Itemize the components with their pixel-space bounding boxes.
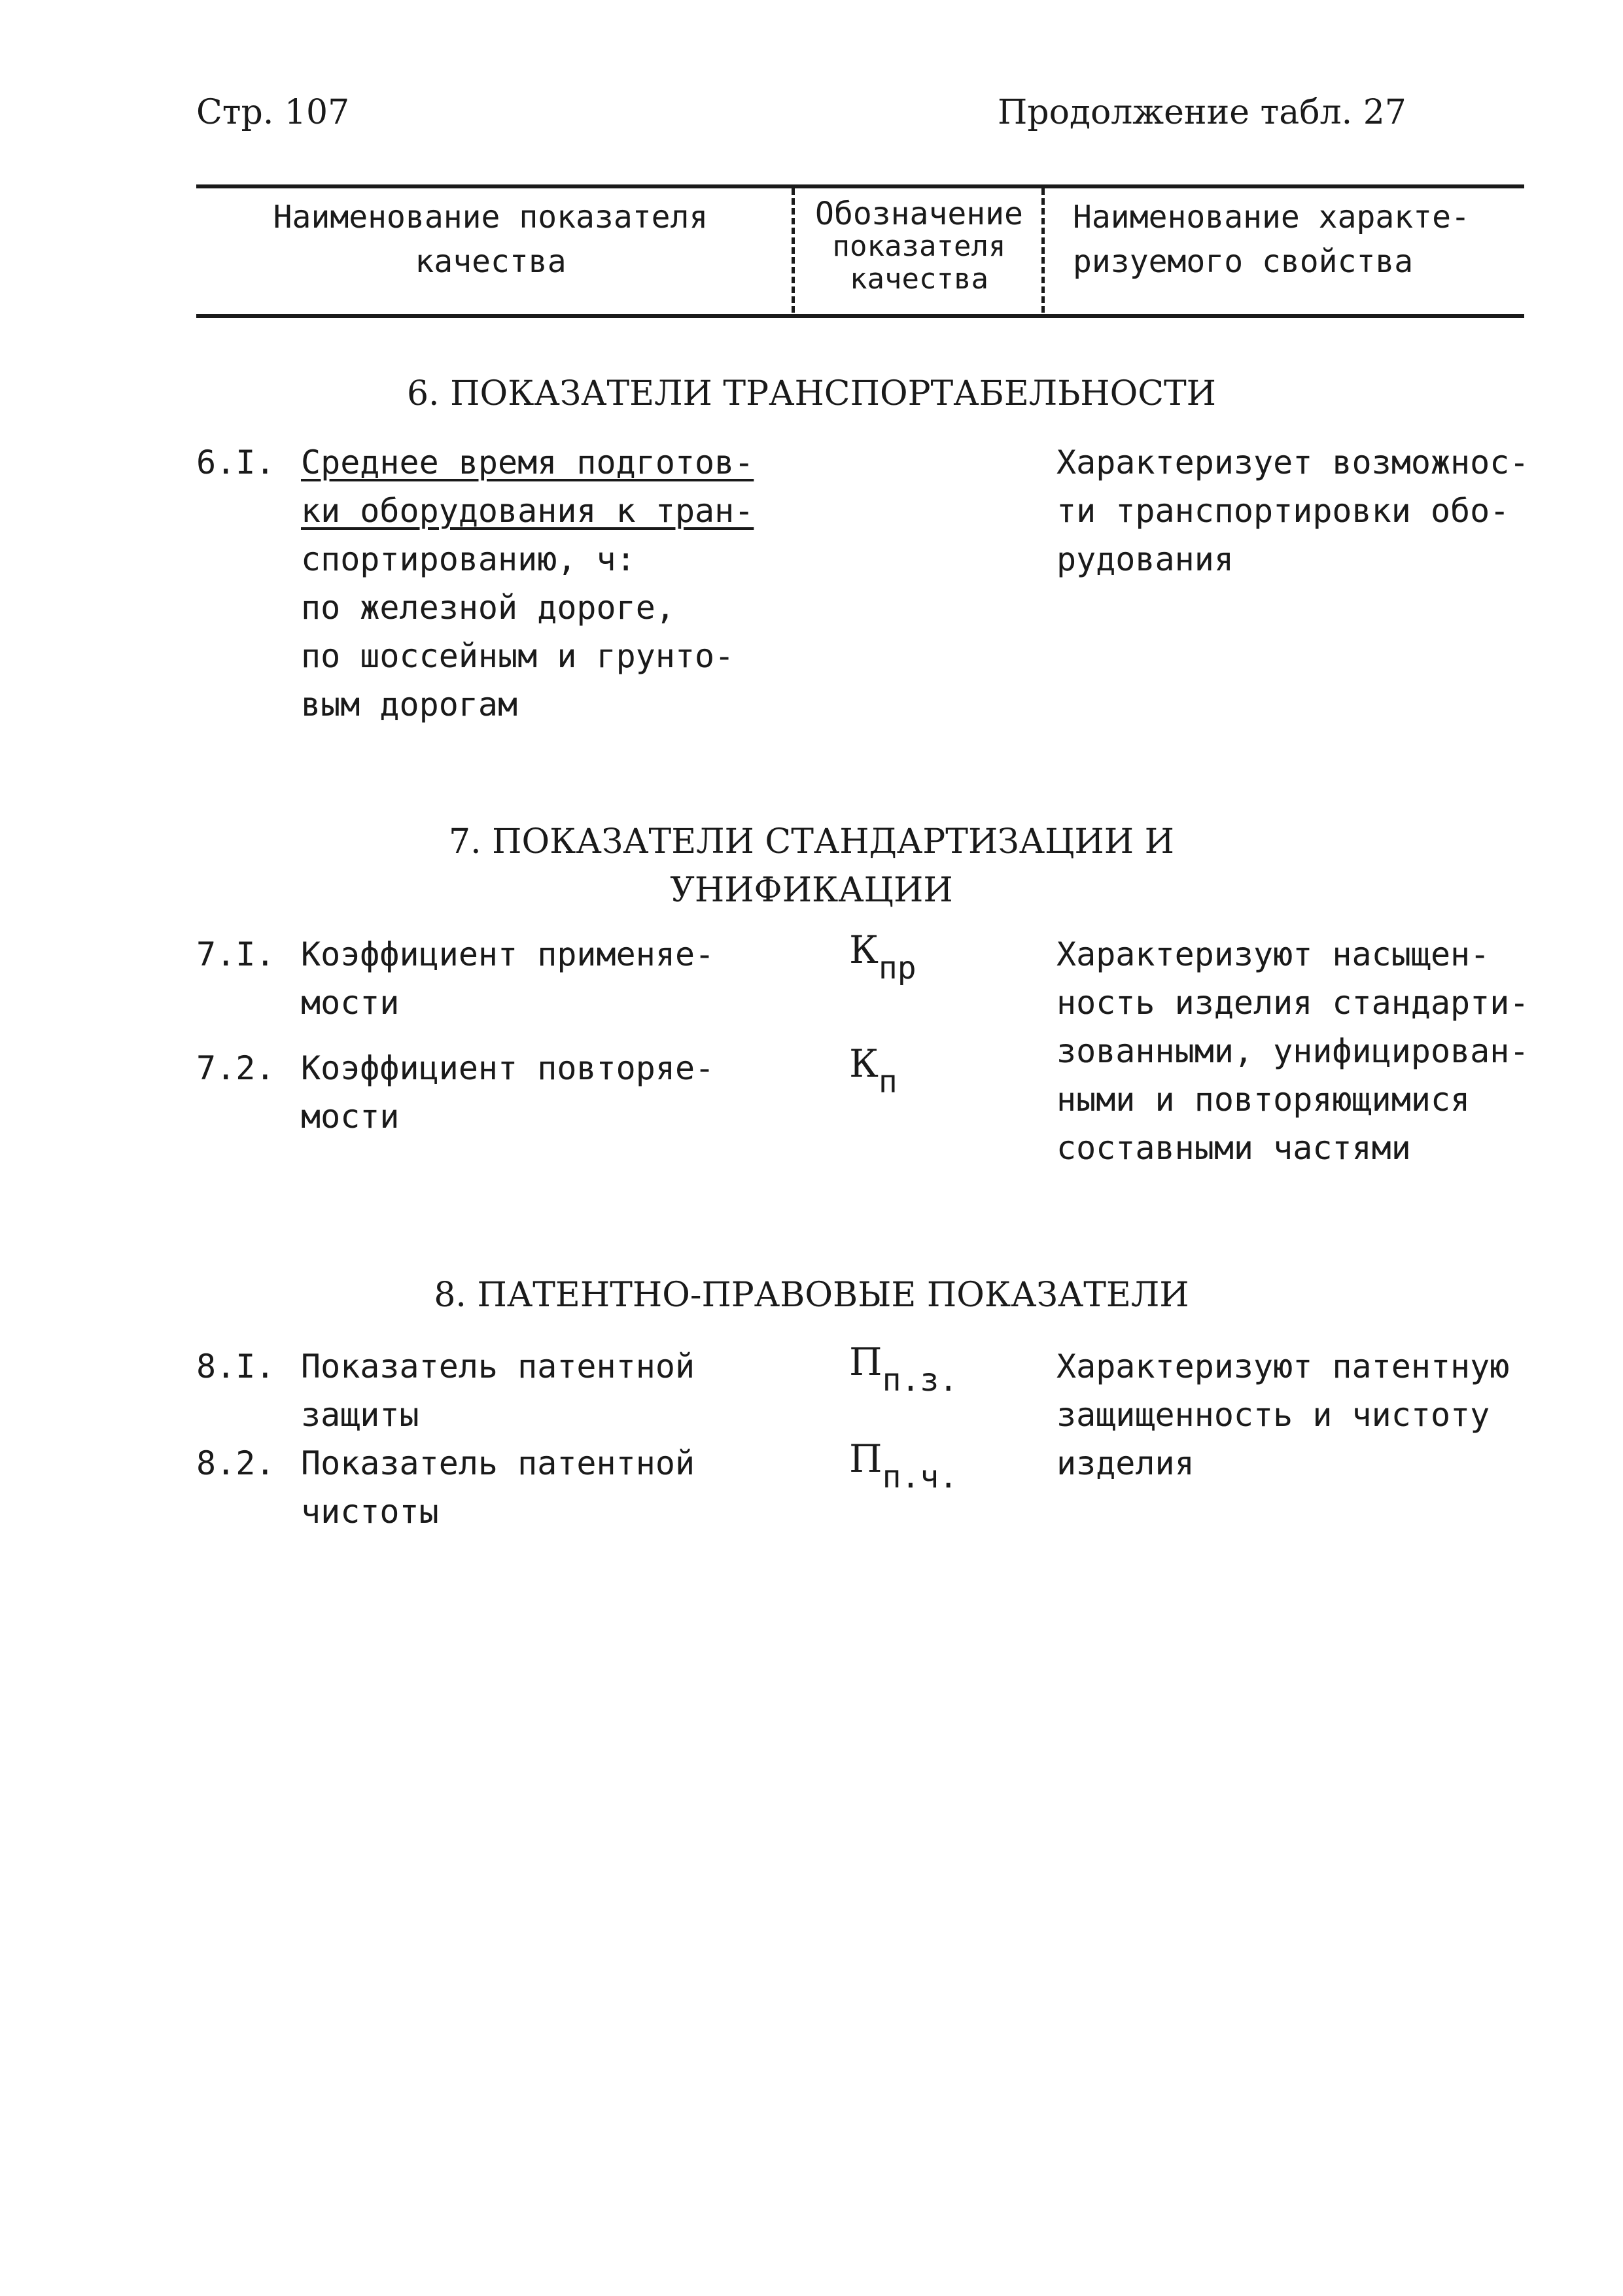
indicator-name: Коэффициент применяе- мости [301,935,715,1022]
indicator-symbol: $К_п$ [849,1041,898,1100]
section-title-patent-legal: 8. ПАТЕНТНО-ПРАВОВЫЕ ПОКАЗАТЕЛИ [434,1276,1189,1315]
column-header-indicator-name: Наименование показателя качества [273,199,708,280]
indicator-name: Показатель патентной защиты [301,1348,695,1434]
indicator-symbol: $К_{пр}$ [849,928,916,986]
section-title-standardization: 7. ПОКАЗАТЕЛИ СТАНДАРТИЗАЦИИ И УНИФИКАЦИИ [448,822,1174,910]
indicator-name: Среднее время подготов- ки оборудования к тран- спортированию, ч: по железной дороге, по шоссейным и грунто- вым дорогам [301,444,754,723]
page-number: Стр. 107 [196,93,350,132]
row-number: 7.I. [196,935,275,973]
section-title-transportability: 6. ПОКАЗАТЕЛИ ТРАНСПОРТАБЕЛЬНОСТИ [406,374,1217,413]
property-description: Характеризуют патентную защищенность и чистоту изделия [1056,1348,1510,1482]
row-number: 8.I. [196,1348,275,1385]
header-bottom-rule [196,314,1524,318]
table-continuation-label: Продолжение табл. 27 [998,93,1406,132]
indicator-name: Показатель патентной чистоты [301,1444,695,1531]
row-number: 7.2. [196,1049,275,1087]
header-divider-left [792,188,795,313]
row-number: 8.2. [196,1444,275,1482]
indicator-name: Коэффициент повторяе- мости [301,1049,715,1136]
property-description: Характеризует возможнос- ти транспортировки обо- рудования [1056,444,1529,578]
indicator-symbol: $П_{п.ч.}$ [849,1436,958,1495]
header-top-rule [196,184,1524,188]
column-header-property-name: Наименование характе- ризуемого свойства [1073,199,1470,280]
row-number: 6.I. [196,444,275,481]
indicator-symbol: $П_{п.з.}$ [849,1340,958,1399]
column-header-designation: Обозначение показателя качества [815,196,1023,296]
header-divider-right [1041,188,1045,313]
property-description: Характеризуют насыщен- ность изделия стандарти- зованными, унифицирован- ными и повторяющимися составными частями [1056,935,1529,1167]
